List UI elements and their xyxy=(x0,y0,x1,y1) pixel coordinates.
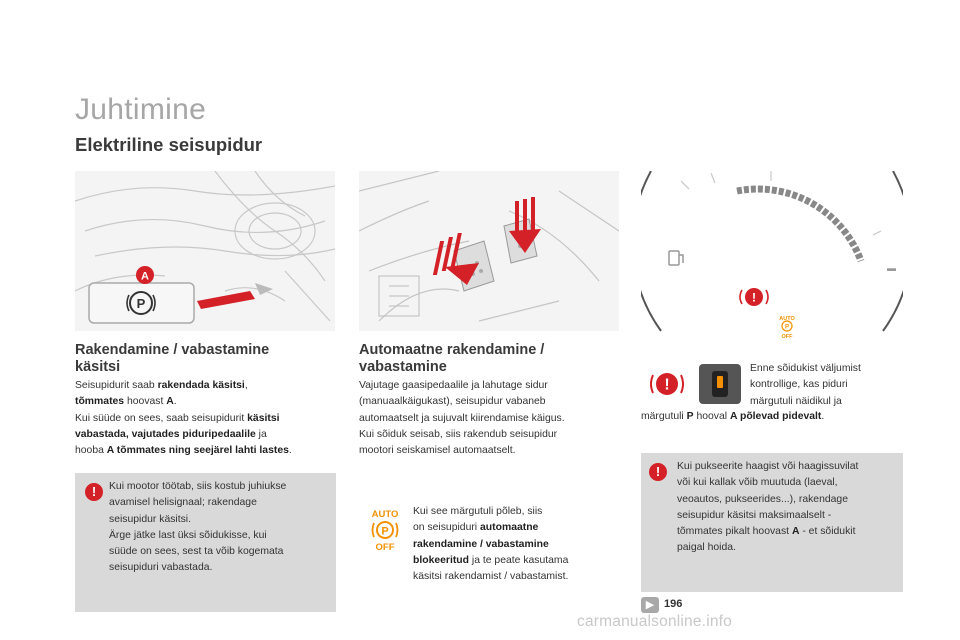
auto-note-line: rakendamine / vabastamine xyxy=(413,538,549,550)
warning-line: või kui kallak võib muutuda (laeval, xyxy=(677,477,838,489)
svg-text:OFF: OFF xyxy=(375,542,395,552)
parking-brake-lever-illustration xyxy=(75,171,335,331)
check-last-line: märgutuli P hooval A põlevad pidevalt. xyxy=(641,411,825,422)
check-line: märgutuli näidikul ja xyxy=(750,395,842,407)
manual-heading-line-2: käsitsi xyxy=(75,359,121,375)
page-number: 196 xyxy=(664,598,683,610)
instrument-cluster-illustration xyxy=(641,171,903,355)
automatic-line: automaatselt ja sujuvalt kiirendamise käigus. xyxy=(359,412,565,424)
towing-warning-box xyxy=(641,453,903,592)
warning-line: süüde on sees, sest ta võib kogemata xyxy=(109,546,284,558)
check-line: kontrollige, kas piduri xyxy=(750,379,848,391)
automatic-line: Vajutage gaasipedaalile ja lahutage sidur xyxy=(359,380,548,391)
warning-line: Ärge jätke last üksi sõidukisse, kui xyxy=(109,529,267,541)
svg-text:AUTO: AUTO xyxy=(779,316,795,322)
warning-icon: ! xyxy=(85,483,103,501)
manual-line-1: Seisupidurit saab rakendada käsitsi, xyxy=(75,380,248,391)
warning-line: seisupidur käsitsi. xyxy=(109,513,192,525)
svg-text:P: P xyxy=(381,525,389,538)
svg-text:OFF: OFF xyxy=(781,334,793,340)
parking-brake-button-icon xyxy=(698,363,742,410)
warning-icon: ! xyxy=(649,463,667,481)
manual-line-2: tõmmates hoovast A. xyxy=(75,396,177,408)
automatic-heading xyxy=(359,342,544,376)
automatic-body xyxy=(359,378,621,459)
manual-line-3: Kui süüde on sees, saab seisupidurit käsitsi xyxy=(75,412,280,424)
auto-note xyxy=(413,504,623,585)
svg-text:▬: ▬ xyxy=(887,263,896,273)
automatic-line: mootori seiskamisel automaatselt. xyxy=(359,445,516,457)
svg-text:!: ! xyxy=(752,290,756,305)
automatic-line: (manuaalkäigukast), seisupidur vabaneb xyxy=(359,396,546,408)
brake-warning-icon xyxy=(648,365,686,408)
auto-note-line: käsitsi rakendamist / vabastamist. xyxy=(413,571,569,583)
warning-line: seisupidur käsitsi maksimaalselt - xyxy=(677,509,832,521)
manual-heading xyxy=(75,342,269,376)
manual-line-4: vabastada, vajutades piduripedaalile ja xyxy=(75,428,267,440)
pedals-illustration xyxy=(359,171,619,331)
section-title: Elektriline seisupidur xyxy=(75,134,263,155)
warning-line: paigal hoida. xyxy=(677,542,736,554)
auto-off-icon xyxy=(366,508,404,557)
check-text xyxy=(750,361,910,410)
warning-line: seisupiduri vabastada. xyxy=(109,562,213,574)
page-arrow-icon: ▶ xyxy=(641,597,659,613)
auto-note-line: Kui see märgutuli põleb, siis xyxy=(413,506,543,517)
svg-text:AUTO: AUTO xyxy=(371,509,399,520)
auto-note-line: blokeeritud ja te peate kasutama xyxy=(413,554,569,566)
check-line: Enne sõidukist väljumist xyxy=(750,363,861,374)
manual-heading-line-1: Rakendamine / vabastamine xyxy=(75,342,270,358)
warning-line: avamisel helisignaal; rakendage xyxy=(109,497,257,509)
svg-text:!: ! xyxy=(664,376,670,394)
svg-text:P: P xyxy=(784,324,790,331)
warning-line: tõmmates pikalt hoovast A - et sõidukit xyxy=(677,526,856,538)
manual-warning-box xyxy=(75,473,336,612)
marker-a-label: A xyxy=(141,270,149,283)
auto-note-line: on seisupiduri automaatne xyxy=(413,522,539,534)
automatic-heading-line-1: Automaatne rakendamine / xyxy=(359,342,545,358)
towing-warning-text xyxy=(677,459,901,557)
watermark: carmanualsonline.info xyxy=(577,613,732,630)
manual-body xyxy=(75,378,340,459)
svg-text:P: P xyxy=(136,296,146,311)
manual-line-5: hooba A tõmmates ning seejärel lahti lastes. xyxy=(75,445,292,457)
chapter-title: Juhtimine xyxy=(75,93,207,126)
automatic-line: Kui sõiduk seisab, siis rakendub seisupidur xyxy=(359,428,558,440)
warning-line: Kui mootor töötab, siis kostub juhiukse xyxy=(109,481,287,492)
warning-line: veoautos, pukseerides...), rakendage xyxy=(677,493,848,505)
warning-line: Kui pukseerite haagist või haagissuvilat xyxy=(677,461,859,472)
manual-warning-text xyxy=(109,479,331,577)
automatic-heading-line-2: vabastamine xyxy=(359,359,447,375)
